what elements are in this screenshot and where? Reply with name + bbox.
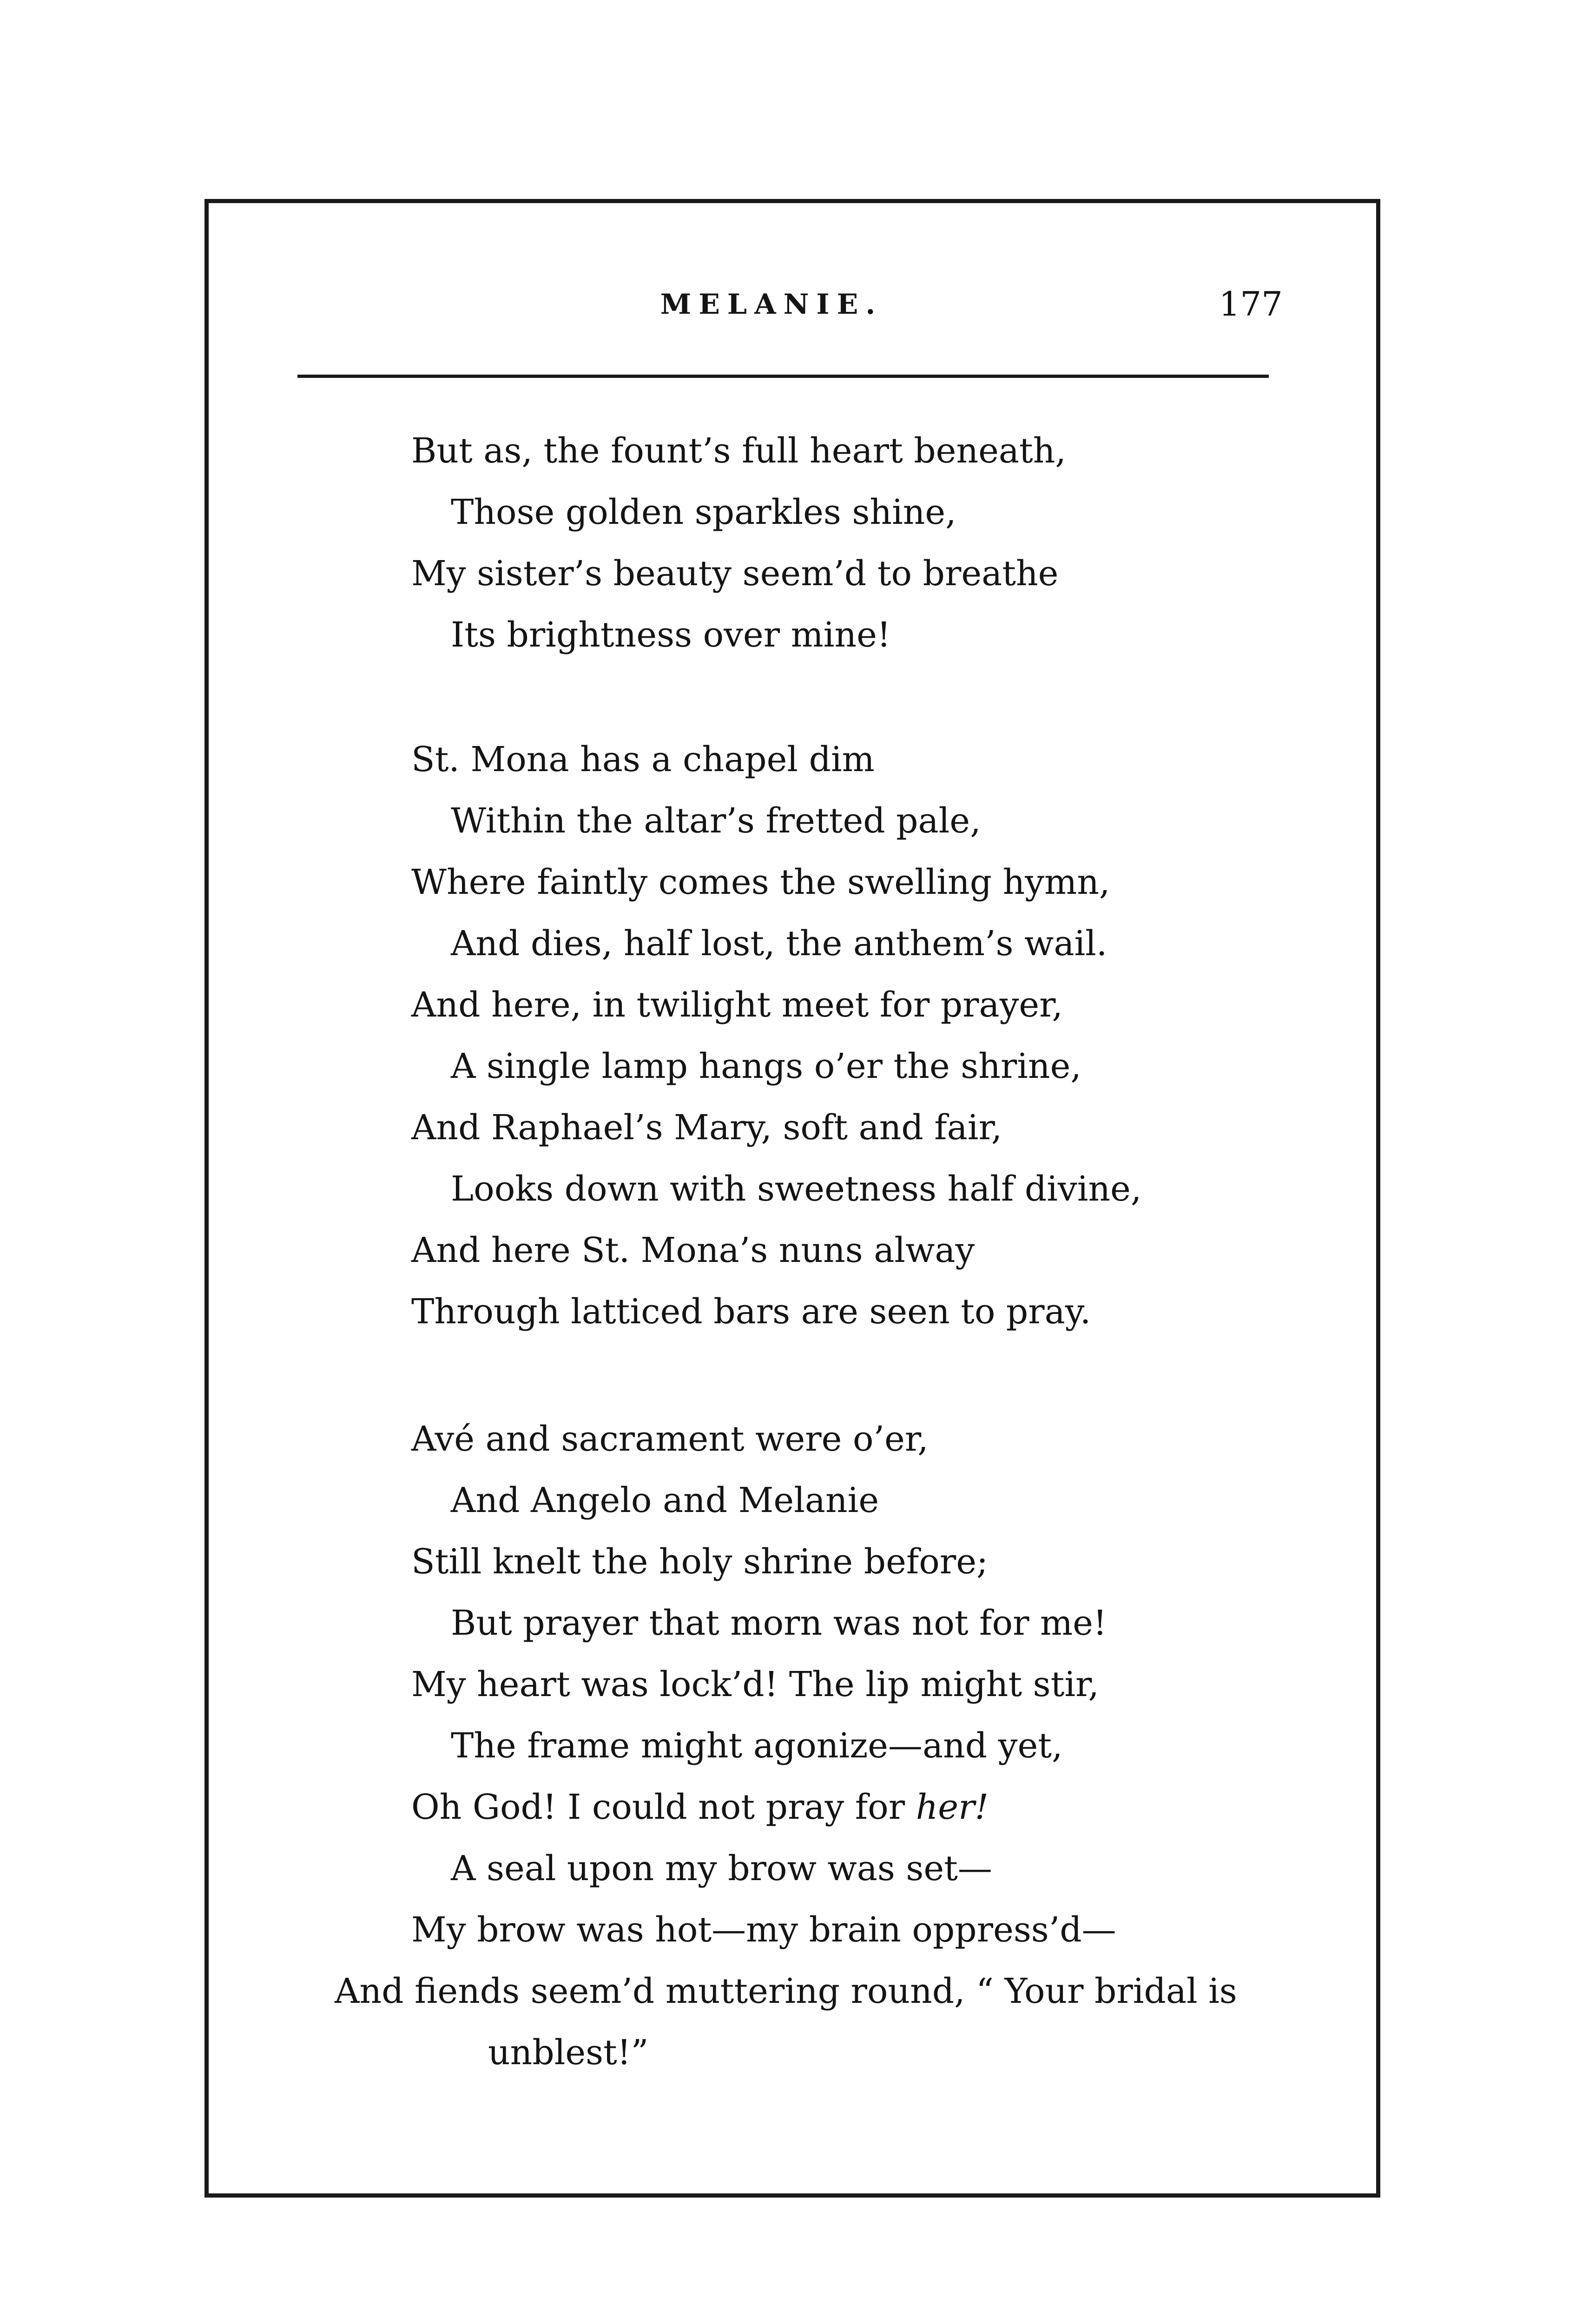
running-title: MELANIE. (660, 288, 883, 321)
verse-line: My heart was lock’d! The lip might stir, (411, 1664, 1099, 1704)
header-rule (297, 375, 1269, 378)
verse-line: And here, in twilight meet for prayer, (411, 985, 1063, 1025)
verse-line: The frame might agonize—and yet, (451, 1726, 1063, 1766)
verse-line: And fiends seem’d muttering round, “ Your bridal is (335, 1971, 1237, 2011)
verse-line: Avé and sacrament were o’er, (411, 1419, 929, 1459)
verse-line: Still knelt the holy shrine before; (411, 1542, 988, 1582)
verse-line: St. Mona has a chapel dim (411, 739, 875, 779)
emphasized-word: her! (916, 1787, 989, 1827)
verse-line: A seal upon my brow was set— (451, 1849, 992, 1888)
verse-line: Its brightness over mine! (451, 615, 891, 655)
verse-line: My brow was hot—my brain oppress’d— (411, 1910, 1116, 1950)
verse-line: Through latticed bars are seen to pray. (411, 1292, 1091, 1332)
verse-line: Those golden sparkles shine, (451, 492, 956, 532)
verse-line: Where faintly comes the swelling hymn, (411, 862, 1110, 902)
verse-text: Oh God! I could not pray for (411, 1787, 916, 1827)
verse-line: Within the altar’s fretted pale, (451, 801, 981, 841)
verse-line: And Raphael’s Mary, soft and fair, (411, 1108, 1002, 1148)
verse-line (411, 1784, 989, 1830)
verse-line: My sister’s beauty seem’d to breathe (411, 554, 1059, 594)
verse-line: And Angelo and Melanie (451, 1480, 879, 1520)
verse-line: But as, the fount’s full heart beneath, (411, 431, 1066, 471)
verse-line: And dies, half lost, the anthem’s wail. (451, 924, 1108, 964)
page-number: 177 (1219, 284, 1283, 324)
verse-line-turnover: unblest!” (488, 2033, 649, 2073)
verse-line: A single lamp hangs o’er the shrine, (451, 1046, 1081, 1086)
verse-line: And here St. Mona’s nuns alway (411, 1230, 975, 1270)
verse-line: Looks down with sweetness half divine, (451, 1169, 1142, 1209)
verse-line: But prayer that morn was not for me! (451, 1603, 1107, 1643)
